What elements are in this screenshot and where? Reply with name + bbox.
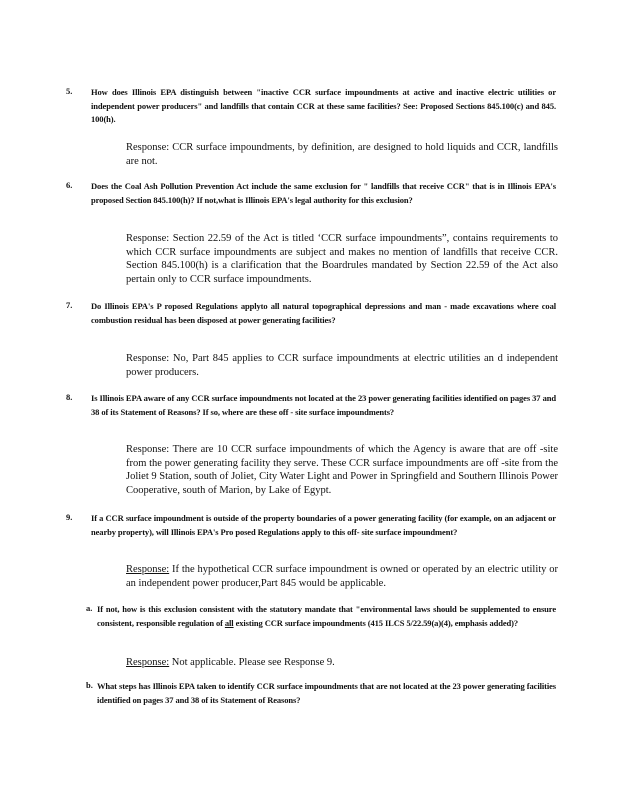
question-item-8 bbox=[66, 392, 556, 419]
response-5: Response: CCR surface impoundments, by definition, are designed to hold liquids and CCR, landfills are not. bbox=[126, 142, 558, 167]
response-6: Response: Section 22.59 of the Act is titled ‘CCR surface impoundments”, contains requirements to which CCR surface impoundments are subject and makes no mention of landfills that receive CCR. Section 845.100(h) is a clarification that the Boardrules mandated by Section 22.59 of the Act also pertain only to CCR surface impoundments. bbox=[126, 233, 558, 285]
subquestion-text: If not, how is this exclusion consistent with the statutory mandate that "environmental laws should be supplemented to ensure consistent, responsible regulation of all existing CCR surface impoundments (415 ILCS 5/22.59(a)(4), emphasis added)? bbox=[97, 604, 556, 628]
subquestion-b bbox=[86, 680, 556, 707]
question-number: 7. bbox=[66, 300, 73, 310]
subquestion-a bbox=[86, 603, 556, 630]
response-8: Response: There are 10 CCR surface impoundments of which the Agency is aware that are off -site from the power generating facility they serve. These CCR surface impoundments are off -site from the Joliet 9 Station, south of Joliet, City Water Light and Power in Springfield and Southern Illinois Power Cooperative, south of Marion, by Lake of Egypt. bbox=[126, 444, 558, 496]
response-label: Response: bbox=[126, 657, 170, 668]
question-item-9 bbox=[66, 512, 556, 539]
subquestion-letter: b. bbox=[86, 680, 93, 690]
question-text: Does the Coal Ash Pollution Prevention Act include the same exclusion for " landfills that receive CCR" that is in Illinois EPA's proposed Section 845.100(h)? If not,what is Illinois EPA's legal authority for this exclusion? bbox=[91, 181, 556, 205]
subquestion-text: What steps has Illinois EPA taken to identify CCR surface impoundments that are not located at the 23 power generating facilities identified on pages 37 and 38 of its Statement of Reasons? bbox=[97, 681, 556, 705]
response-text: If the hypothetical CCR surface impoundment is owned or operated by an electric utility or an independent power producer,Part 845 would be applicable. bbox=[126, 564, 558, 589]
question-text: Is Illinois EPA aware of any CCR surface impoundments not located at the 23 power generating facilities identified on pages 37 and 38 of its Statement of Reasons? If so, where are these off - site surface impoundments? bbox=[91, 393, 556, 417]
question-text: Do Illinois EPA's P roposed Regulations applyto all natural topographical depressions and man - made excavations where coal combustion residual has been disposed at power generating facilities? bbox=[91, 301, 556, 325]
emphasis-underline: all bbox=[224, 617, 234, 628]
response-9a bbox=[126, 656, 558, 670]
question-item-6 bbox=[66, 180, 556, 207]
question-item-5 bbox=[66, 86, 556, 127]
subquestion-letter: a. bbox=[86, 603, 93, 613]
response-7: Response: No, Part 845 applies to CCR surface impoundments at electric utilities an d independent power producers. bbox=[126, 353, 558, 378]
question-number: 9. bbox=[66, 512, 73, 522]
question-number: 6. bbox=[66, 180, 73, 190]
response-9 bbox=[126, 563, 558, 590]
question-text: How does Illinois EPA distinguish between "inactive CCR surface impoundments at active and inactive electric utilities or independent power producers" and landfills that contain CCR at these same facilities? See: Proposed Sections 845.100(c) and 845. 100(h). bbox=[91, 87, 556, 124]
response-label: Response: bbox=[126, 564, 170, 575]
question-number: 8. bbox=[66, 392, 73, 402]
question-number: 5. bbox=[66, 86, 73, 96]
question-item-7 bbox=[66, 300, 556, 327]
question-text: If a CCR surface impoundment is outside of the property boundaries of a power generating facility (for example, on an adjacent or nearby property), will Illinois EPA's Pro posed Regulations apply to this off- site surface impoundment? bbox=[91, 513, 556, 537]
response-text: Not applicable. Please see Response 9. bbox=[169, 657, 335, 668]
